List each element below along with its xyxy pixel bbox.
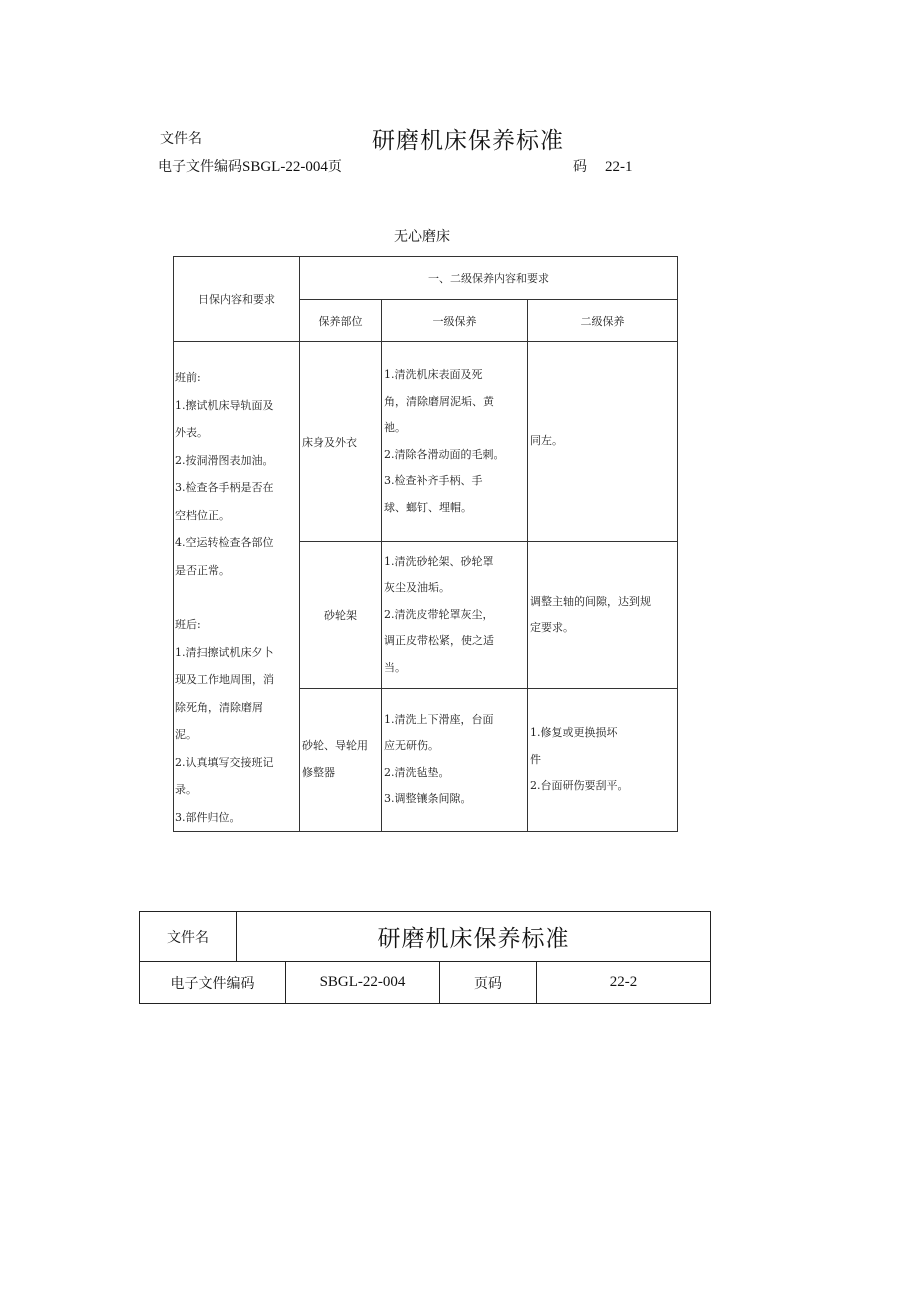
daily-after-line: 2.认真填写交接班记 [175, 755, 274, 769]
electronic-code-label: 电子文件编码 [158, 159, 242, 175]
page-label-part2: 码 [573, 159, 587, 175]
daily-content-cell [174, 342, 300, 832]
level2-line: 定要求。 [530, 621, 574, 635]
level1-cell [382, 542, 528, 688]
level1-line: 角，清除磨屑泥垢、黄 [384, 394, 494, 408]
level2-line: 1.修复或更换损坏 [530, 726, 618, 740]
footer-file-name-label: 文件名 [140, 912, 237, 962]
level1-line: 球、螂钉、埋帽。 [384, 500, 472, 514]
header-part: 保养部位 [300, 300, 382, 342]
level2-cell [528, 542, 678, 688]
header-level-group: 一、二级保养内容和要求 [300, 257, 678, 300]
level2-line: 2.台面研伤要刮平。 [530, 779, 629, 793]
level1-line: 当。 [384, 660, 406, 674]
daily-before-title: 班前: [175, 371, 201, 384]
file-name-label: 文件名 [160, 131, 202, 147]
daily-before-line: 2.按洞滑图表加油。 [175, 453, 274, 467]
level1-line: 调正皮带松紧，使之适 [384, 634, 494, 648]
daily-after-line: 录。 [175, 783, 197, 796]
header-level1: 一级保养 [382, 300, 528, 342]
footer-page-label: 页码 [440, 962, 537, 1004]
footer-page-number: 22-2 [537, 962, 711, 1004]
level1-line: 3.检查补齐手柄、手 [384, 474, 483, 488]
daily-before-line: 是否正常。 [175, 563, 230, 577]
daily-after-line: 现及工作地周围，消 [175, 673, 274, 686]
daily-spacer [175, 584, 299, 611]
part-cell [300, 688, 382, 831]
daily-before-line: 4.空运转检查各部位 [175, 536, 274, 549]
daily-before-line: 3.检查各手柄是否在 [175, 481, 274, 494]
level2-line: 调整主轴的间隙，达到规 [530, 594, 651, 608]
header-daily: 日保内容和要求 [174, 257, 300, 342]
section-title: 无心磨床 [394, 229, 450, 245]
document-title: 研磨机床保养标准 [372, 128, 564, 154]
maintenance-table [173, 256, 678, 832]
footer-document-title: 研磨机床保养标准 [237, 912, 711, 962]
daily-after-title: 班后: [175, 618, 201, 631]
level1-line: 祂。 [384, 421, 406, 435]
level2-line: 同左。 [530, 434, 563, 448]
header-level2: 二级保养 [528, 300, 678, 342]
part-cell: 床身及外衣 [300, 342, 382, 542]
level1-line: 1.清洗上下滑座，台面 [384, 712, 494, 726]
part-line: 砂轮、导轮用 [302, 739, 368, 753]
level1-line: 2.清洗皮带轮罩灰尘， [384, 607, 494, 621]
daily-after-line: 泥。 [175, 728, 197, 741]
level1-line: 1.清洗砂轮架、砂轮罩 [384, 554, 494, 568]
level1-line: 2.清除各滑动面的毛刺。 [384, 447, 505, 461]
daily-after-line: 除死角，清除磨屑 [175, 700, 263, 714]
level1-cell [382, 342, 528, 542]
daily-after-line: 3.部件归位。 [175, 810, 241, 824]
footer-electronic-code-value: SBGL-22-004 [286, 962, 440, 1004]
daily-before-line: 1.擦试机床导轨面及 [175, 398, 274, 412]
daily-before-line: 外表。 [175, 426, 208, 439]
level1-line: 1.清洗机床表面及死 [384, 368, 483, 382]
level2-cell [528, 688, 678, 831]
level2-line: 件 [530, 752, 541, 766]
part-cell: 砂轮架 [300, 542, 382, 688]
electronic-code-value: SBGL-22-004 [242, 159, 328, 175]
daily-after-line: 1.清扫擦试机床夕卜 [175, 645, 274, 659]
level2-cell [528, 342, 678, 542]
page-number: 22-1 [605, 159, 633, 175]
page-label-part1: 页 [327, 159, 342, 175]
part-line: 修整器 [302, 765, 335, 779]
level1-line: 3.调整镶条间隙。 [384, 792, 472, 806]
level1-cell [382, 688, 528, 831]
level1-line: 2.清洗毡垫。 [384, 765, 450, 779]
electronic-code-line [158, 156, 342, 176]
footer-electronic-code-label: 电子文件编码 [140, 962, 286, 1004]
level1-line: 灰尘及油垢。 [384, 581, 450, 595]
level1-line: 应无研伤。 [384, 739, 439, 753]
daily-before-line: 空档位正。 [175, 508, 230, 522]
footer-header-table [139, 911, 711, 1004]
page-code [573, 156, 633, 176]
